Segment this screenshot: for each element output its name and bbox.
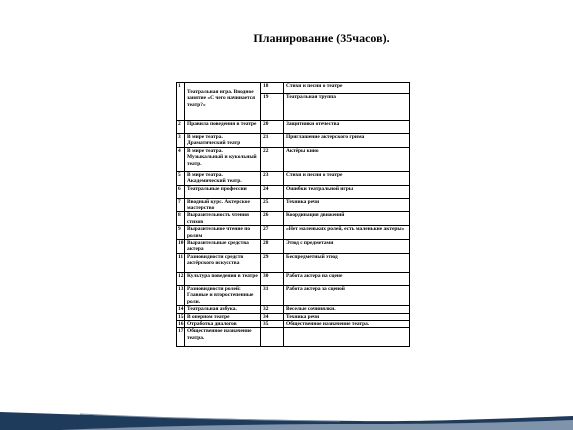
lesson-number <box>261 134 284 148</box>
cell-text: Техника речи <box>286 198 320 205</box>
table-row <box>177 253 410 272</box>
table-row <box>177 171 410 185</box>
lesson-number <box>177 212 185 226</box>
lesson-topic <box>284 134 410 148</box>
cell-text: В мире театра. Академический театр. <box>187 171 242 185</box>
lesson-number <box>177 313 185 320</box>
lesson-number <box>261 198 284 212</box>
cell-text: 5 <box>178 171 181 178</box>
lesson-number <box>177 272 185 285</box>
lesson-topic <box>185 198 261 212</box>
cell-text: Этюд с предметами <box>286 240 334 247</box>
lesson-topic <box>185 171 261 185</box>
lesson-topic <box>185 185 261 198</box>
cell-text: 27 <box>263 226 269 233</box>
cell-text: Театральная труппа <box>286 94 336 100</box>
lesson-topic <box>284 212 410 226</box>
lesson-topic <box>284 171 410 185</box>
cell-text: 8 <box>178 212 181 219</box>
lesson-number <box>261 320 284 327</box>
table-row <box>177 240 410 254</box>
lesson-topic <box>284 185 410 198</box>
cell-text: 4 <box>178 147 181 154</box>
cell-text: 28 <box>263 240 269 247</box>
cell-text: 25 <box>263 198 269 205</box>
lesson-topic <box>185 212 261 226</box>
lesson-number <box>261 147 284 171</box>
lesson-number <box>177 121 185 134</box>
lesson-number <box>177 253 185 272</box>
lesson-number <box>177 185 185 198</box>
cell-text: 12 <box>178 272 184 279</box>
table-row <box>177 272 410 285</box>
cell-text: Театральная азбука. <box>187 306 237 313</box>
cell-text: Актёры кино <box>286 147 319 154</box>
cell-text: Разновидности средств актёрского искусства <box>187 253 244 267</box>
lesson-topic <box>185 226 261 240</box>
table-row <box>177 320 410 327</box>
cell-text: 11 <box>178 253 184 260</box>
lesson-topic <box>185 83 261 121</box>
cell-text: Работа актера за сценой <box>286 285 345 292</box>
cell-text: Общественное назначение театра. <box>187 328 252 341</box>
lesson-topic <box>284 253 410 272</box>
planning-table <box>176 82 410 347</box>
lesson-topic <box>185 134 261 148</box>
cell-text: 18 <box>261 83 283 94</box>
lesson-topic <box>185 285 261 305</box>
cell-text: Приглашение актерского грима <box>286 134 365 140</box>
lesson-number <box>177 285 185 305</box>
lesson-number <box>261 121 284 134</box>
cell-text: Стихи и песни о театре <box>284 83 409 94</box>
cell-text: Выразительность чтения стихов <box>187 212 249 225</box>
lesson-number <box>177 306 185 313</box>
cell-text: Культура поведения в театре <box>187 272 258 279</box>
lesson-number <box>177 134 185 148</box>
lesson-topic <box>185 253 261 272</box>
cell-text: Защитники отечества <box>286 121 340 127</box>
table-row <box>177 226 410 240</box>
lesson-topic <box>185 121 261 134</box>
lesson-topic <box>185 320 261 327</box>
lesson-topic <box>284 147 410 171</box>
lesson-number <box>177 240 185 254</box>
lesson-number <box>177 226 185 240</box>
cell-text: Координация движений <box>286 212 345 219</box>
lesson-topic <box>284 240 410 254</box>
cell-text: Выразительные средства актера <box>187 240 249 253</box>
cell-text: Работа актера на сцене <box>286 272 343 279</box>
table-row <box>177 306 410 313</box>
lesson-number <box>177 198 185 212</box>
table-row <box>177 212 410 226</box>
lesson-number <box>261 83 284 121</box>
lesson-number <box>261 328 284 347</box>
cell-text: 32 <box>263 306 269 313</box>
lesson-number <box>177 171 185 185</box>
cell-text: 31 <box>263 285 269 292</box>
table-row <box>177 83 410 121</box>
cell-text: 35 <box>263 320 269 327</box>
cell-text: Веселые сочинялки. <box>286 306 336 313</box>
cell-text: 17 <box>178 328 184 335</box>
cell-text: 13 <box>178 285 184 292</box>
cell-text: 22 <box>263 147 269 154</box>
table-row <box>177 134 410 148</box>
cell-text: 16 <box>178 320 184 327</box>
lesson-topic <box>284 83 410 121</box>
cell-text: Ошибки театральной игры <box>286 185 354 192</box>
cell-text: Правила поведения в театре <box>187 121 257 127</box>
lesson-topic <box>284 328 410 347</box>
lesson-number <box>261 226 284 240</box>
cell-text: Общественное назначение театра. <box>286 320 370 327</box>
cell-text: В мире театра. Драматический театр <box>187 134 241 147</box>
decorative-swoosh <box>0 360 573 430</box>
lesson-number <box>261 212 284 226</box>
cell-text: «Нет маленьких ролей, есть маленькие актеры» <box>286 226 405 233</box>
lesson-number <box>177 320 185 327</box>
lesson-number <box>261 285 284 305</box>
cell-text: Театральные профессии <box>187 185 247 192</box>
cell-text: 14 <box>178 306 184 313</box>
lesson-topic <box>284 306 410 313</box>
lesson-topic <box>185 313 261 320</box>
lesson-topic <box>185 306 261 313</box>
cell-text: 29 <box>263 253 269 260</box>
cell-text: Стихи и песни о театре <box>286 171 343 178</box>
lesson-number <box>261 171 284 185</box>
cell-text: 23 <box>263 171 269 178</box>
lesson-topic <box>284 272 410 285</box>
lesson-topic <box>284 226 410 240</box>
lesson-number <box>177 328 185 347</box>
cell-text: 9 <box>178 226 181 233</box>
cell-text: Разновидности ролей: Главные и второстепенные роли. <box>187 285 254 305</box>
cell-text: 6 <box>178 185 181 192</box>
lesson-topic <box>185 240 261 254</box>
lesson-topic <box>185 272 261 285</box>
cell-text: 1 <box>178 83 181 89</box>
lesson-topic <box>284 313 410 320</box>
cell-text: Театральная игра. Вводное занятие «С чего начинается театр?» <box>187 89 256 108</box>
cell-text: Техника речи <box>286 313 320 320</box>
cell-text: 7 <box>178 198 181 205</box>
lesson-number <box>261 253 284 272</box>
lesson-topic <box>284 121 410 134</box>
page-title: Планирование (35часов). <box>253 31 390 45</box>
lesson-number <box>261 272 284 285</box>
lesson-topic <box>284 285 410 305</box>
table-row <box>177 147 410 171</box>
cell-text: Отработка диалогов <box>187 320 237 327</box>
cell-text: Беспредметный этюд <box>286 253 338 260</box>
cell-text: 20 <box>263 121 269 127</box>
lesson-number <box>261 313 284 320</box>
cell-text: Вводный курс. Актерское мастерство <box>187 198 250 212</box>
cell-text: В оперном театре <box>187 313 230 320</box>
table-row <box>177 328 410 347</box>
cell-text: 24 <box>263 185 269 192</box>
cell-text: 15 <box>178 313 184 320</box>
lesson-number <box>261 240 284 254</box>
cell-text: В мире театра. Музыкальный и кукольный театр. <box>187 147 257 167</box>
lesson-number <box>261 306 284 313</box>
cell-text: 26 <box>263 212 269 219</box>
lesson-number <box>261 185 284 198</box>
lesson-topic <box>284 320 410 327</box>
table-row <box>177 185 410 198</box>
cell-text: 10 <box>178 240 184 247</box>
lesson-topic <box>185 147 261 171</box>
cell-text: 30 <box>263 272 269 279</box>
cell-text: 34 <box>263 313 269 320</box>
cell-text: 19 <box>263 94 269 100</box>
table-row <box>177 121 410 134</box>
lesson-topic <box>185 328 261 347</box>
table-row <box>177 313 410 320</box>
lesson-number <box>177 147 185 171</box>
cell-text: 21 <box>263 134 269 140</box>
cell-text: 2 <box>178 121 181 127</box>
table-row <box>177 198 410 212</box>
cell-text: Выразительное чтение по ролям <box>187 226 251 239</box>
table-row <box>177 285 410 305</box>
cell-text: 3 <box>178 134 181 140</box>
lesson-topic <box>284 198 410 212</box>
lesson-number <box>177 83 185 121</box>
